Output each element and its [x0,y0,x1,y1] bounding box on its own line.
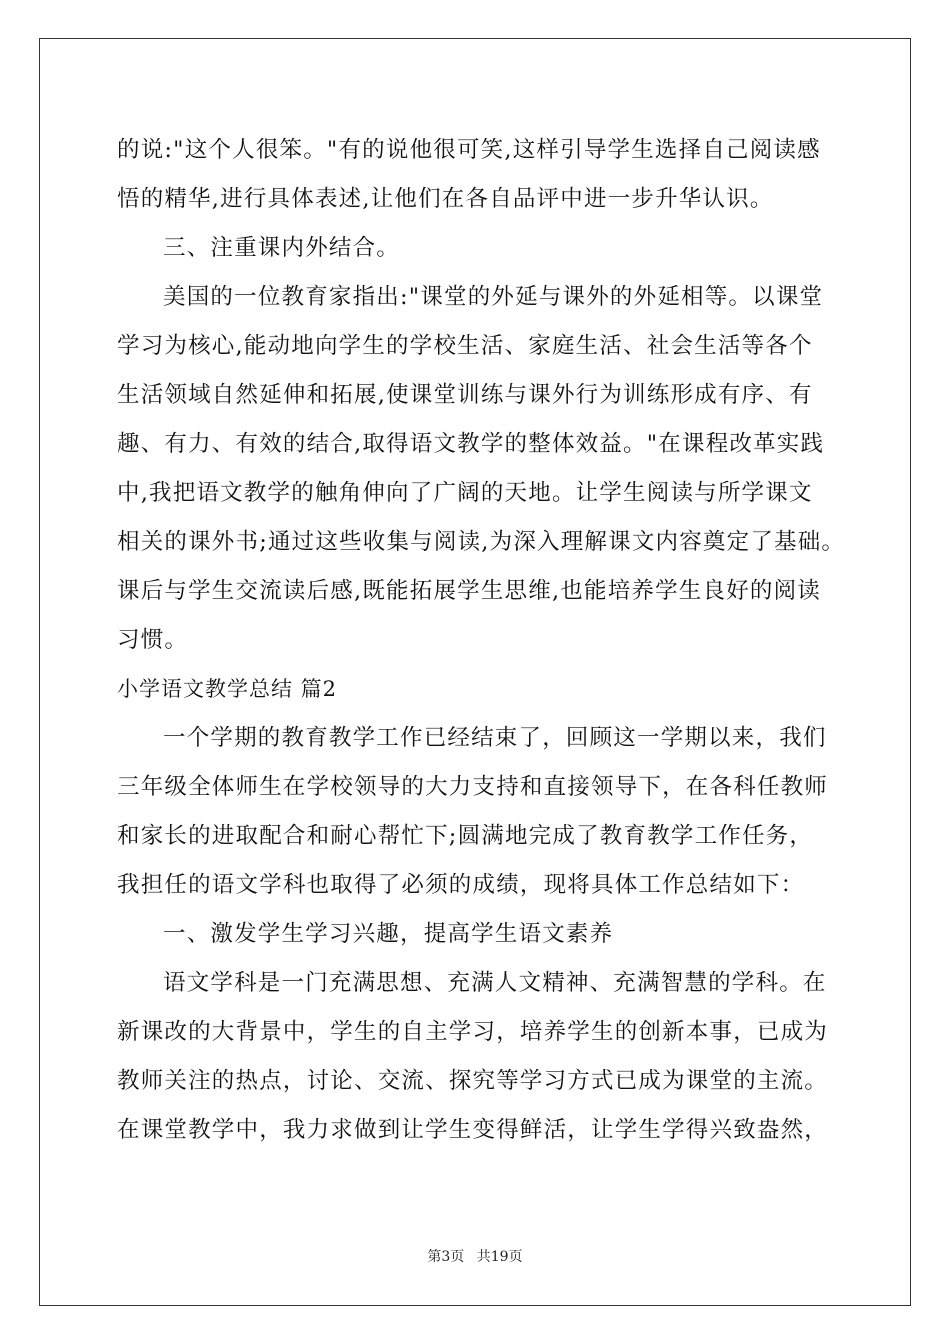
page-total: 共19页 [476,1249,523,1265]
text-line: 生活领域自然延伸和拓展,使课堂训练与课外行为训练形成有序、有 [117,382,813,408]
text-line: 的说:"这个人很笨。"有的说他很可笑,这样引导学生选择自己阅读感 [117,137,821,163]
document-body [117,130,846,1159]
text-line: 课后与学生交流读后感,既能拓展学生思维,也能培养学生良好的阅读 [117,578,822,604]
text-line: 新课改的大背景中，学生的自主学习，培养学生的创新本事，已成为 [117,1019,829,1045]
text-line: 一个学期的教育教学工作已经结束了，回顾这一学期以来，我们 [163,725,827,751]
text-line: 中,我把语文教学的触角伸向了广阔的天地。让学生阅读与所学课文 [117,480,813,506]
text-line: 趣、有力、有效的结合,取得语文教学的整体效益。"在课程改革实践 [117,431,825,457]
article-title: 小学语文教学总结 篇2 [117,677,338,701]
page-number: 第3页 [427,1249,465,1265]
section-heading: 三、注重课内外结合。 [163,235,401,261]
text-line: 悟的精华,进行具体表述,让他们在各自品评中进一步升华认识。 [117,186,774,212]
text-line: 三年级全体师生在学校领导的大力支持和直接领导下，在各科任教师 [117,774,829,800]
text-line: 我担任的语文学科也取得了必须的成绩，现将具体工作总结如下： [117,872,805,898]
text-line: 习惯。 [117,627,189,653]
section-heading: 一、激发学生学习兴趣，提高学生语文素养 [163,921,614,947]
text-line: 和家长的进取配合和耐心帮忙下;圆满地完成了教育教学工作任务， [117,823,814,849]
text-line: 学习为核心,能动地向学生的学校生活、家庭生活、社会生活等各个 [117,333,813,359]
text-line: 在课堂教学中，我力求做到让学生变得鲜活，让学生学得兴致盎然， [117,1117,829,1143]
text-line: 教师关注的热点，讨论、交流、探究等学习方式已成为课堂的主流。 [117,1068,829,1094]
text-line: 美国的一位教育家指出:"课堂的外延与课外的外延相等。以课堂 [163,284,824,310]
text-line: 语文学科是一门充满思想、充满人文精神、充满智慧的学科。在 [163,970,827,996]
page-footer [0,1246,950,1266]
text-line: 相关的课外书;通过这些收集与阅读,为深入理解课文内容奠定了基础。 [117,529,846,555]
